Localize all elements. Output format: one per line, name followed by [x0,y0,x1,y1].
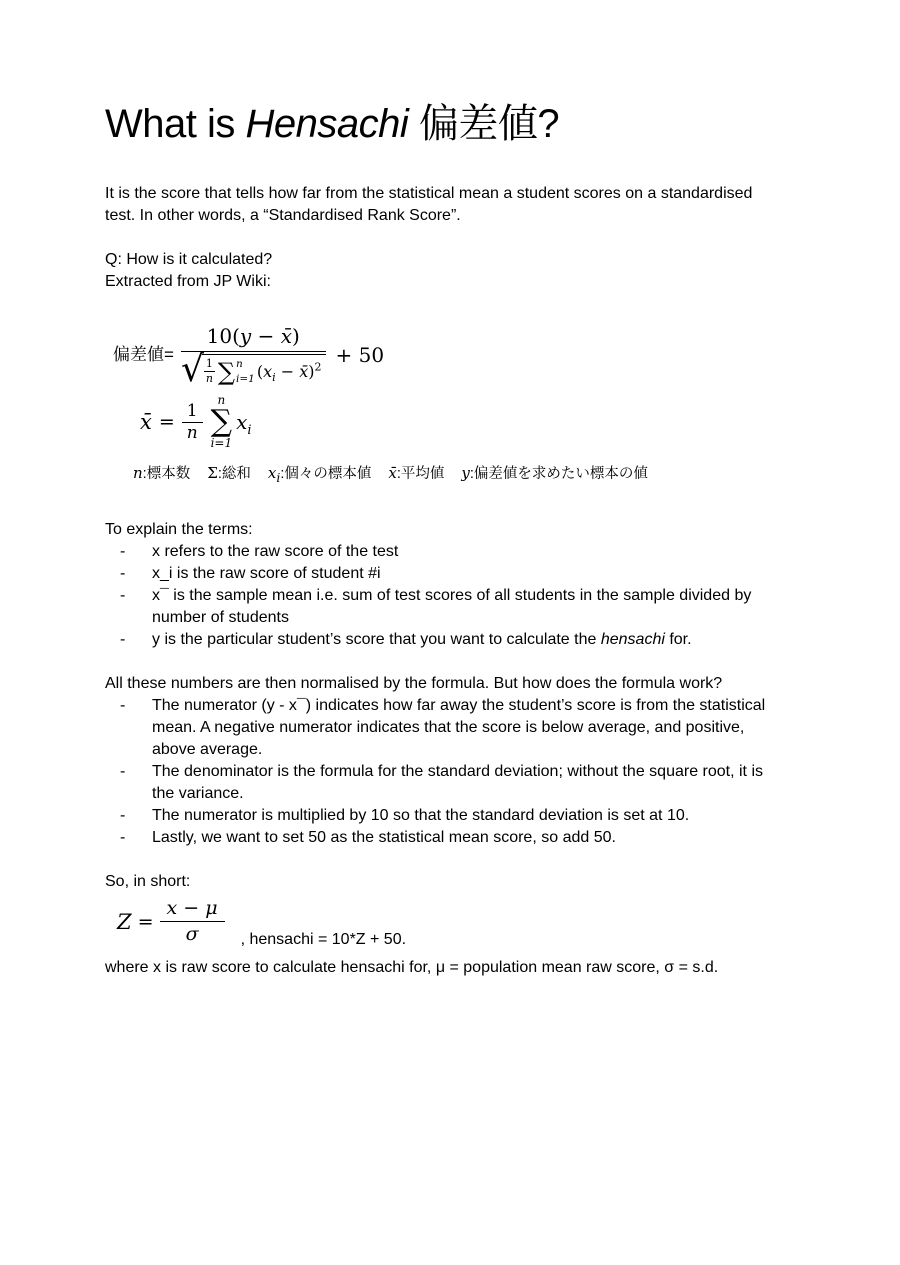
z-fraction [160,897,225,946]
z-num-x: x [166,897,178,919]
mean-x-subscript: i [247,423,252,438]
legend-symbol: y [461,464,470,482]
fraction-denominator [180,349,326,390]
title-prefix: What is [105,102,246,146]
legend-label: :個々の標本値 [280,466,372,482]
mean-lhs-xbar: x̄ [140,410,152,434]
intro-paragraph: It is the score that tells how far from the statistical mean a student scores on a standardised test. In other words, a “Standardised Rank Score”. [105,185,753,224]
wiki-formula-figure [105,323,785,489]
z-lhs: Z [117,909,132,934]
question-line: Q: How is it calculated? [105,251,273,268]
mean-sigma-upper: n [217,393,226,407]
legend-symbol: Σ [207,464,218,482]
hensachi-formula [113,323,785,390]
list-item-text: x refers to the raw score of the test [152,543,399,560]
numerator-close: ) [292,324,300,348]
mean-one-over-n [182,402,203,443]
legend-label: :平均値 [396,466,445,482]
legend-label: :偏差値を求めたい標本の値 [469,466,648,482]
bullet-marker: - [120,565,126,582]
mean-x: x [236,410,248,434]
qa-block [105,249,785,293]
radical-sign: √ [180,349,204,390]
page-title [105,100,785,148]
terms-list [105,541,785,651]
legend-symbol: x̄ [388,464,397,482]
legend-symbol: x [267,464,277,482]
legend-item-xbar [388,462,444,489]
z-num-minus: − [177,897,206,919]
mean-summation [211,394,233,450]
sigma-limits [236,358,255,385]
bullet-marker: - [120,829,126,846]
bullet-marker: - [120,543,126,560]
fraction-numerator [181,323,326,352]
z-frac-numerator [160,897,225,922]
mean-formula [140,394,785,450]
legend-item-sigma [207,462,251,489]
mean-frac-num: 1 [182,402,203,423]
mean-frac-den: n [186,422,198,443]
legend-item-y [461,462,648,489]
term-x-subscript: i [272,370,276,384]
sigma-upper-limit: n [236,358,243,370]
item-text-post: for. [664,631,692,648]
numerator-minus: − [251,324,281,348]
term-close-paren: ) [308,361,315,381]
z-frac-denominator: σ [185,923,199,945]
numerator-xbar: x̄ [280,324,292,348]
list-item [105,629,785,651]
numerator-y: y [239,324,252,348]
list-item-text: The denominator is the formula for the standard deviation; without the square root, it is the variance. [152,763,763,802]
bullet-marker: - [120,631,126,648]
discussion-lead: All these numbers are then normalised by the formula. But how does the formula work? [105,675,723,692]
bullet-marker: - [120,587,126,604]
radicand [202,354,326,385]
term-xbar: x̄ [299,361,309,381]
plus-fifty: + 50 [335,342,385,367]
term-open-paren: ( [256,361,264,381]
main-fraction [180,323,326,390]
mean-sigma-lower: i=1 [210,436,233,450]
z-formula-tail: , hensachi = 10*Z + 50. [240,931,407,948]
list-item-text: The numerator is multiplied by 10 so that the standard deviation is set at 10. [152,807,690,824]
legend-item-n [133,462,190,489]
sigma-lower-limit: i=1 [236,373,255,385]
list-item [105,563,785,585]
list-item-text [152,629,785,651]
list-item [105,827,785,849]
numerator-coefficient: 10( [206,324,240,348]
discussion-list [105,695,785,849]
formula-legend [133,462,785,489]
z-formula [117,897,785,946]
term-exponent: 2 [314,360,322,374]
list-item-text: Lastly, we want to set 50 as the statistical mean score, so add 50. [152,829,616,846]
list-item-text: The numerator (y - x¯) indicates how far away the student’s score is from the statistical mean. A negative numerator indicates that the score is below average, and positive, above average. [152,697,766,758]
bullet-marker: - [120,697,126,714]
legend-symbol-sub: i [276,470,281,485]
legend-label: :標本数 [142,466,191,482]
inner-frac-num: 1 [205,357,213,370]
legend-label: :総和 [217,466,251,482]
bullet-marker: - [120,807,126,824]
summary-heading: So, in short: [105,873,191,890]
term-minus: − [275,361,300,381]
title-suffix: 偏差値? [408,102,560,146]
list-item-text: x¯ is the sample mean i.e. sum of test scores of all students in the sample divided by number of students [152,587,752,626]
z-equals: = [137,910,154,933]
one-over-n-fraction [204,358,215,385]
hensachi-formula-lhs: 偏差値= [113,344,174,364]
mean-sigma-symbol: ∑ [210,404,233,439]
legend-symbol: n [133,464,143,482]
title-emphasis: Hensachi [245,102,409,146]
squared-deviation-term [257,362,322,382]
legend-item-xi [268,462,372,489]
source-line: Extracted from JP Wiki: [105,273,271,290]
list-item [105,585,785,629]
list-item [105,541,785,563]
bullet-marker: - [120,763,126,780]
document-content [0,100,900,979]
footnote: where x is raw score to calculate hensachi for, μ = population mean raw score, σ = s.d. [105,959,719,976]
mean-x-term [236,410,252,438]
mean-equals: = [158,411,175,433]
item-text-hensachi: hensachi [600,631,665,648]
list-item [105,695,785,761]
summation-inline [218,358,255,385]
list-item [105,761,785,805]
sigma-symbol: ∑ [217,357,236,386]
z-num-mu: μ [205,897,218,919]
inner-frac-den: n [205,372,213,385]
list-item [105,805,785,827]
item-text-pre: y is the particular student’s score that you want to calculate the [152,631,601,648]
term-x: x [263,361,273,381]
list-item-text: x_i is the raw score of student #i [152,565,381,582]
terms-heading: To explain the terms: [105,521,253,538]
document-page [0,100,900,1265]
